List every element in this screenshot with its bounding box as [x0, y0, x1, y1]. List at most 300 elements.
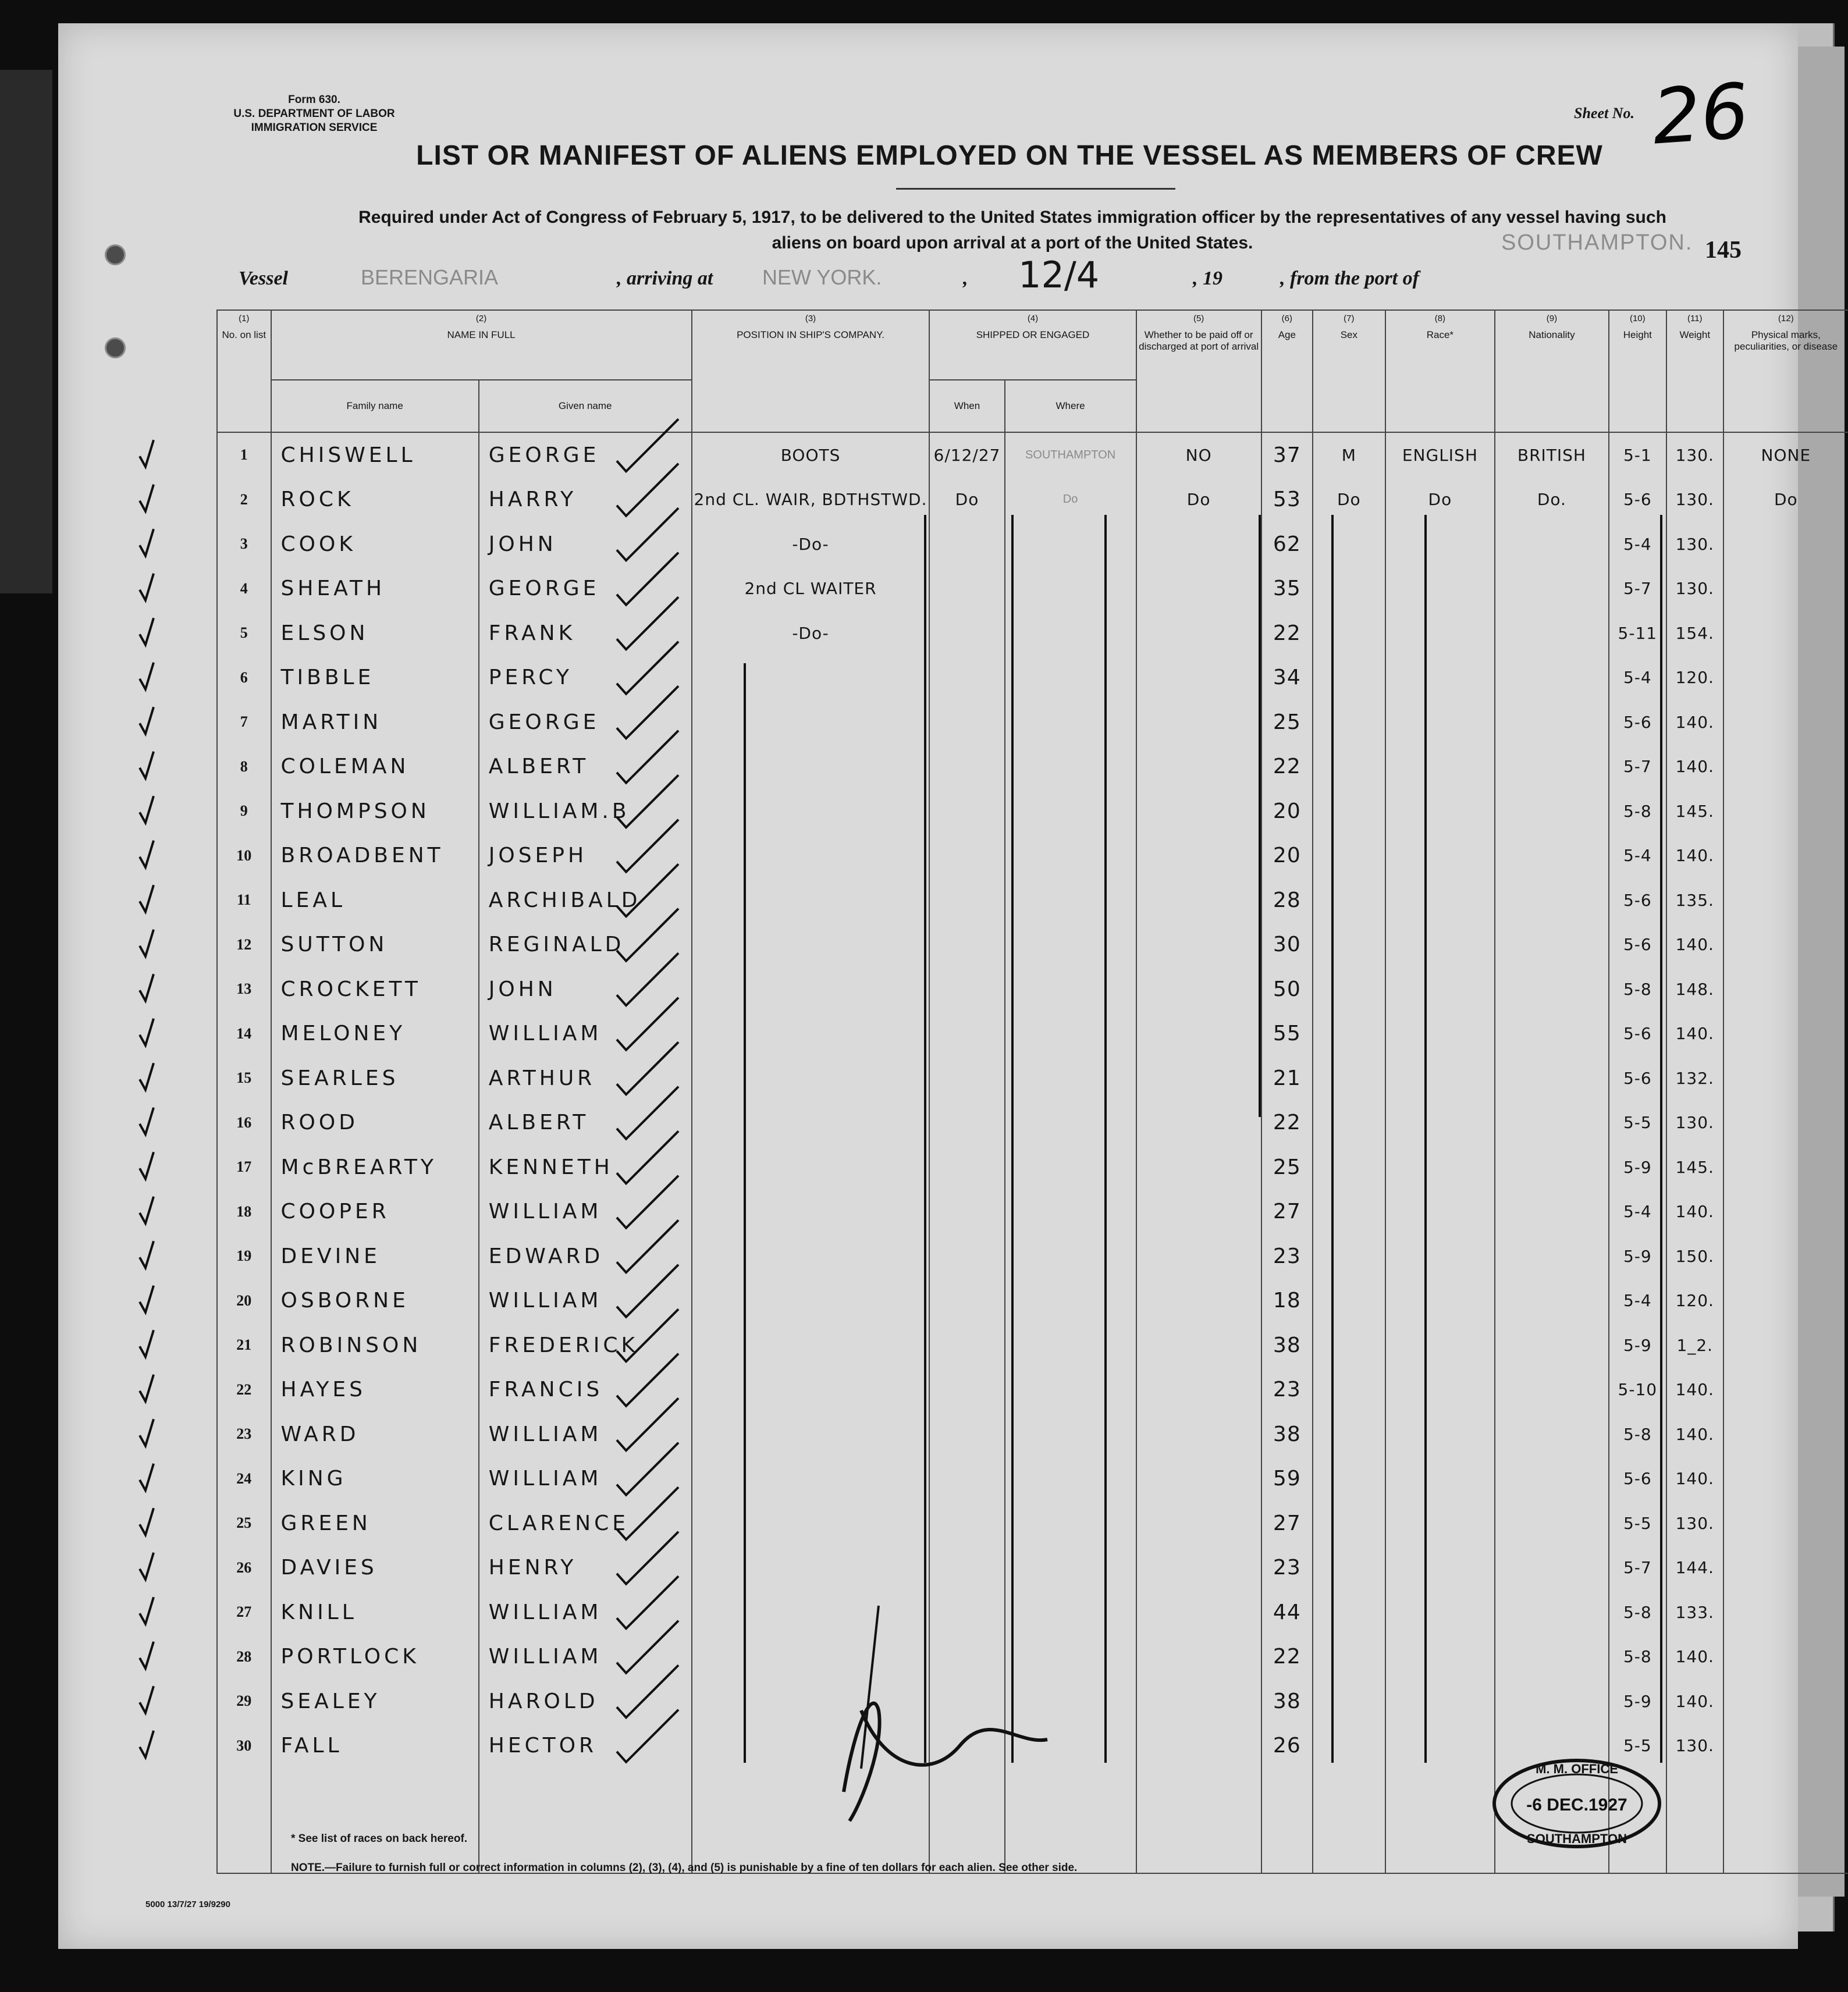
weight-cell: 130.: [1666, 1501, 1723, 1546]
table-row: [217, 1323, 1848, 1368]
weight-cell: 140.: [1666, 745, 1723, 789]
from-port-label: , from the port of: [1280, 268, 1419, 289]
paid-off-cell: [1136, 1679, 1261, 1724]
age-cell: 26: [1261, 1724, 1313, 1769]
check-mark: [140, 574, 154, 600]
nationality-cell: [1495, 1234, 1609, 1279]
given-name-cell: FREDERICK: [479, 1323, 692, 1368]
given-name-cell: ARCHIBALD: [479, 878, 692, 923]
physical-marks-cell: [1723, 1501, 1848, 1546]
paid-off-cell: [1136, 1501, 1261, 1546]
race-cell: [1385, 1724, 1495, 1769]
height-cell: 5-6: [1609, 1012, 1666, 1057]
check-mark: [140, 618, 154, 645]
table-row: [217, 611, 1848, 656]
position-cell: [692, 700, 930, 745]
weight-cell: 130.: [1666, 522, 1723, 567]
given-name-cell: EDWARD: [479, 1234, 692, 1279]
table-row: [217, 700, 1848, 745]
position-cell: [692, 789, 930, 834]
race-cell: [1385, 1546, 1495, 1591]
sex-cell: [1313, 1234, 1385, 1279]
race-cell: [1385, 1323, 1495, 1368]
sex-cell: [1313, 1101, 1385, 1146]
nationality-cell: [1495, 700, 1609, 745]
paid-off-cell: NO: [1136, 432, 1261, 478]
where-cell: [1005, 1101, 1136, 1146]
paid-off-cell: [1136, 789, 1261, 834]
sex-cell: [1313, 745, 1385, 789]
weight-cell: 140.: [1666, 700, 1723, 745]
age-cell: 62: [1261, 522, 1313, 567]
row-number: 8: [217, 745, 271, 789]
age-cell: 22: [1261, 611, 1313, 656]
height-cell: 5-6: [1609, 478, 1666, 522]
physical-marks-cell: [1723, 1101, 1848, 1146]
service-name: IMMIGRATION SERVICE: [251, 122, 378, 134]
weight-cell: 154.: [1666, 611, 1723, 656]
race-cell: [1385, 1679, 1495, 1724]
row-number: 3: [217, 522, 271, 567]
header-no-on-list: (1) No. on list: [217, 310, 271, 432]
nationality-cell: [1495, 967, 1609, 1012]
height-cell: 5-4: [1609, 522, 1666, 567]
where-cell: [1005, 1190, 1136, 1235]
family-name-cell: FALL: [271, 1724, 479, 1769]
nationality-cell: [1495, 878, 1609, 923]
height-cell: 5-7: [1609, 567, 1666, 611]
sheet-number: 26: [1649, 66, 1752, 162]
family-name-cell: KING: [271, 1457, 479, 1502]
physical-marks-cell: [1723, 1279, 1848, 1324]
nationality-cell: [1495, 1012, 1609, 1057]
vessel-label: Vessel: [239, 268, 288, 289]
family-name-cell: COOPER: [271, 1190, 479, 1235]
weight-cell: 130.: [1666, 1101, 1723, 1146]
race-cell: Do: [1385, 478, 1495, 522]
family-name-cell: LEAL: [271, 878, 479, 923]
where-cell: [1005, 522, 1136, 567]
print-code: 5000 13/7/27 19/9290: [145, 1899, 230, 1909]
age-cell: 34: [1261, 656, 1313, 700]
age-cell: 38: [1261, 1323, 1313, 1368]
department-name: U.S. DEPARTMENT OF LABOR: [233, 108, 395, 120]
form-identifier: [192, 93, 436, 135]
physical-marks-cell: [1723, 1012, 1848, 1057]
race-cell: [1385, 567, 1495, 611]
sex-cell: [1313, 567, 1385, 611]
check-mark: [140, 1419, 154, 1446]
given-name-cell: GEORGE: [479, 432, 692, 478]
position-cell: [692, 1056, 930, 1101]
race-cell: [1385, 745, 1495, 789]
row-number: 5: [217, 611, 271, 656]
check-mark: [140, 1286, 154, 1312]
nationality-cell: [1495, 1546, 1609, 1591]
empty-cell: [479, 1768, 692, 1873]
table-row: [217, 1145, 1848, 1190]
header-family-name: Family name: [271, 380, 479, 432]
when-cell: [929, 745, 1004, 789]
given-name-cell: JOHN: [479, 967, 692, 1012]
where-cell: [1005, 656, 1136, 700]
nationality-cell: [1495, 1412, 1609, 1457]
race-cell: [1385, 1501, 1495, 1546]
age-cell: 44: [1261, 1590, 1313, 1635]
paid-off-cell: [1136, 1056, 1261, 1101]
row-number: 12: [217, 923, 271, 967]
position-cell: [692, 878, 930, 923]
header-paid-off: (5) Whether to be paid off or discharged at port of arrival: [1136, 310, 1261, 432]
office-stamp: [1490, 1757, 1664, 1850]
check-mark: [140, 1731, 154, 1758]
table-row: [217, 478, 1848, 522]
sex-cell: [1313, 1635, 1385, 1680]
table-row: [217, 834, 1848, 878]
title-rule: [896, 188, 1175, 190]
arrival-date: 12/4: [1018, 254, 1100, 296]
position-cell: BOOTS: [692, 432, 930, 478]
age-cell: 23: [1261, 1234, 1313, 1279]
position-cell: [692, 1190, 930, 1235]
check-mark: [140, 752, 154, 778]
table-row: [217, 1012, 1848, 1057]
given-name-cell: ALBERT: [479, 745, 692, 789]
stamp-office-text: M. M. OFFICE: [1536, 1762, 1618, 1776]
weight-cell: 140.: [1666, 1679, 1723, 1724]
physical-marks-cell: [1723, 789, 1848, 834]
physical-marks-cell: [1723, 1590, 1848, 1635]
weight-cell: 130.: [1666, 478, 1723, 522]
year-label: , 19: [1193, 268, 1222, 289]
height-cell: 5-10: [1609, 1368, 1666, 1413]
given-name-cell: HARRY: [479, 478, 692, 522]
nationality-cell: [1495, 1056, 1609, 1101]
position-cell: [692, 1101, 930, 1146]
height-cell: 5-1: [1609, 432, 1666, 478]
given-name-cell: GEORGE: [479, 567, 692, 611]
family-name-cell: SEARLES: [271, 1056, 479, 1101]
empty-cell: [1261, 1768, 1313, 1873]
physical-marks-cell: [1723, 878, 1848, 923]
sex-cell: [1313, 522, 1385, 567]
nationality-cell: BRITISH: [1495, 432, 1609, 478]
where-cell: SOUTHAMPTON: [1005, 432, 1136, 478]
weight-cell: 130.: [1666, 567, 1723, 611]
row-number: 19: [217, 1234, 271, 1279]
row-number: 28: [217, 1635, 271, 1680]
form-title: LIST OR MANIFEST OF ALIENS EMPLOYED ON THE VESSEL AS MEMBERS OF CREW: [416, 140, 1603, 171]
where-cell: [1005, 1056, 1136, 1101]
check-mark: [140, 1241, 154, 1268]
family-name-cell: GREEN: [271, 1501, 479, 1546]
age-cell: 53: [1261, 478, 1313, 522]
height-cell: 5-5: [1609, 1101, 1666, 1146]
when-cell: [929, 923, 1004, 967]
physical-marks-cell: [1723, 656, 1848, 700]
subtitle-line: aliens on board upon arrival at a port of the United States.: [772, 233, 1253, 252]
where-cell: [1005, 1546, 1136, 1591]
position-cell: [692, 1279, 930, 1324]
where-cell: [1005, 1457, 1136, 1502]
age-cell: 27: [1261, 1501, 1313, 1546]
when-cell: [929, 1101, 1004, 1146]
where-cell: [1005, 1590, 1136, 1635]
height-cell: 5-8: [1609, 1590, 1666, 1635]
race-cell: [1385, 1590, 1495, 1635]
family-name-cell: WARD: [271, 1412, 479, 1457]
family-name-cell: HAYES: [271, 1368, 479, 1413]
race-cell: [1385, 1412, 1495, 1457]
table-row: [217, 567, 1848, 611]
check-mark: [140, 1642, 154, 1669]
given-name-cell: HAROLD: [479, 1679, 692, 1724]
nationality-cell: [1495, 1457, 1609, 1502]
header-where: Where: [1005, 380, 1136, 432]
row-number: 17: [217, 1145, 271, 1190]
paid-off-cell: [1136, 967, 1261, 1012]
row-number: 9: [217, 789, 271, 834]
weight-cell: 130.: [1666, 432, 1723, 478]
table-row: [217, 1590, 1848, 1635]
sex-cell: [1313, 1457, 1385, 1502]
sex-cell: [1313, 923, 1385, 967]
position-cell: [692, 1012, 930, 1057]
check-mark: [140, 1019, 154, 1045]
when-cell: 6/12/27: [929, 432, 1004, 478]
sex-cell: [1313, 878, 1385, 923]
age-cell: 22: [1261, 1635, 1313, 1680]
empty-cell: [1385, 1768, 1495, 1873]
empty-cell: [1005, 1768, 1136, 1873]
height-cell: 5-7: [1609, 1546, 1666, 1591]
sex-cell: [1313, 1546, 1385, 1591]
row-number: 4: [217, 567, 271, 611]
where-cell: [1005, 789, 1136, 834]
separator: ,: [963, 268, 968, 289]
header-physical-marks: (12) Physical marks, peculiarities, or disease: [1723, 310, 1848, 432]
age-cell: 20: [1261, 834, 1313, 878]
sex-cell: [1313, 1056, 1385, 1101]
sex-cell: [1313, 1501, 1385, 1546]
age-cell: 22: [1261, 745, 1313, 789]
height-cell: 5-4: [1609, 1279, 1666, 1324]
check-mark: [140, 1597, 154, 1624]
where-cell: [1005, 1323, 1136, 1368]
age-cell: 18: [1261, 1279, 1313, 1324]
physical-marks-cell: [1723, 522, 1848, 567]
row-number: 11: [217, 878, 271, 923]
position-cell: [692, 923, 930, 967]
paid-off-cell: [1136, 1101, 1261, 1146]
nationality-cell: [1495, 1635, 1609, 1680]
where-cell: [1005, 1368, 1136, 1413]
paid-off-cell: [1136, 1368, 1261, 1413]
race-cell: [1385, 700, 1495, 745]
row-number: 30: [217, 1724, 271, 1769]
where-cell: [1005, 1234, 1136, 1279]
when-cell: [929, 1546, 1004, 1591]
where-cell: [1005, 1145, 1136, 1190]
given-name-cell: WILLIAM: [479, 1412, 692, 1457]
age-cell: 55: [1261, 1012, 1313, 1057]
form-number: Form 630.: [288, 94, 340, 106]
vessel-line: [239, 254, 1810, 298]
when-cell: [929, 1368, 1004, 1413]
race-cell: [1385, 878, 1495, 923]
position-cell: [692, 1323, 930, 1368]
table-row: [217, 1234, 1848, 1279]
check-mark: [140, 1108, 154, 1134]
page-number: 145: [1705, 237, 1742, 264]
sex-cell: [1313, 834, 1385, 878]
check-mark: [140, 529, 154, 556]
weight-cell: 120.: [1666, 1279, 1723, 1324]
sex-cell: [1313, 1590, 1385, 1635]
check-mark: [140, 440, 154, 467]
height-cell: 5-9: [1609, 1145, 1666, 1190]
race-cell: [1385, 1279, 1495, 1324]
physical-marks-cell: [1723, 1724, 1848, 1769]
empty-cell: [929, 1768, 1004, 1873]
physical-marks-cell: [1723, 567, 1848, 611]
sex-cell: [1313, 1190, 1385, 1235]
check-mark: [140, 1330, 154, 1357]
sex-cell: [1313, 1412, 1385, 1457]
position-cell: 2nd CL. WAIR, BDTHSTWD.: [692, 478, 930, 522]
position-cell: [692, 1412, 930, 1457]
position-cell: [692, 1457, 930, 1502]
physical-marks-cell: [1723, 700, 1848, 745]
nationality-cell: [1495, 522, 1609, 567]
race-cell: [1385, 834, 1495, 878]
where-cell: [1005, 1412, 1136, 1457]
empty-cell: [1723, 1768, 1848, 1873]
height-cell: 5-4: [1609, 834, 1666, 878]
sex-cell: [1313, 1012, 1385, 1057]
header-spacer: [929, 357, 1136, 380]
row-number: 25: [217, 1501, 271, 1546]
paid-off-cell: [1136, 611, 1261, 656]
nationality-cell: [1495, 1145, 1609, 1190]
race-cell: [1385, 923, 1495, 967]
position-cell: 2nd CL WAITER: [692, 567, 930, 611]
paid-off-cell: [1136, 1012, 1261, 1057]
weight-cell: 1_2.: [1666, 1323, 1723, 1368]
physical-marks-cell: [1723, 1056, 1848, 1101]
table-row: [217, 1412, 1848, 1457]
stamp-date: -6 DEC.1927: [1526, 1795, 1627, 1815]
height-cell: 5-9: [1609, 1679, 1666, 1724]
empty-cell: [1136, 1768, 1261, 1873]
paid-off-cell: [1136, 1279, 1261, 1324]
family-name-cell: McBREARTY: [271, 1145, 479, 1190]
age-cell: 59: [1261, 1457, 1313, 1502]
physical-marks-cell: [1723, 1457, 1848, 1502]
header-weight: (11) Weight: [1666, 310, 1723, 432]
family-name-cell: TIBBLE: [271, 656, 479, 700]
sex-cell: [1313, 789, 1385, 834]
height-cell: 5-8: [1609, 1635, 1666, 1680]
table-row: [217, 432, 1848, 478]
weight-cell: 140.: [1666, 1190, 1723, 1235]
where-cell: [1005, 1679, 1136, 1724]
nationality-cell: [1495, 1101, 1609, 1146]
nationality-cell: [1495, 1190, 1609, 1235]
races-footnote: * See list of races on back hereof.: [291, 1833, 468, 1845]
height-cell: 5-9: [1609, 1323, 1666, 1368]
where-cell: [1005, 834, 1136, 878]
height-cell: 5-6: [1609, 923, 1666, 967]
position-cell: [692, 1724, 930, 1769]
family-name-cell: MARTIN: [271, 700, 479, 745]
row-number: 26: [217, 1546, 271, 1591]
weight-cell: 140.: [1666, 1412, 1723, 1457]
family-name-cell: CROCKETT: [271, 967, 479, 1012]
check-mark: [140, 707, 154, 734]
physical-marks-cell: [1723, 1190, 1848, 1235]
paid-off-cell: [1136, 1234, 1261, 1279]
check-mark: [140, 1686, 154, 1713]
table-row: [217, 923, 1848, 967]
punch-hole: [105, 337, 126, 358]
check-mark: [140, 796, 154, 823]
when-cell: [929, 1234, 1004, 1279]
given-name-cell: JOHN: [479, 522, 692, 567]
family-name-cell: COOK: [271, 522, 479, 567]
family-name-cell: MELONEY: [271, 1012, 479, 1057]
stamp-port-text: SOUTHAMPTON: [1527, 1831, 1627, 1846]
paid-off-cell: [1136, 656, 1261, 700]
height-cell: 5-11: [1609, 611, 1666, 656]
family-name-cell: ROBINSON: [271, 1323, 479, 1368]
table-row: [217, 522, 1848, 567]
when-cell: [929, 1190, 1004, 1235]
family-name-cell: SEALEY: [271, 1679, 479, 1724]
family-name-cell: ROOD: [271, 1101, 479, 1146]
where-cell: [1005, 1724, 1136, 1769]
race-cell: [1385, 522, 1495, 567]
row-number: 1: [217, 432, 271, 478]
sex-cell: [1313, 1724, 1385, 1769]
race-cell: [1385, 1056, 1495, 1101]
weight-cell: 145.: [1666, 789, 1723, 834]
height-cell: 5-6: [1609, 1457, 1666, 1502]
paid-off-cell: [1136, 834, 1261, 878]
nationality-cell: [1495, 745, 1609, 789]
race-cell: [1385, 1190, 1495, 1235]
row-number: 2: [217, 478, 271, 522]
when-cell: [929, 1323, 1004, 1368]
row-number: 15: [217, 1056, 271, 1101]
when-cell: [929, 1279, 1004, 1324]
weight-cell: 150.: [1666, 1234, 1723, 1279]
when-cell: [929, 522, 1004, 567]
nationality-cell: [1495, 923, 1609, 967]
family-name-cell: CHISWELL: [271, 432, 479, 478]
age-cell: 38: [1261, 1679, 1313, 1724]
race-cell: [1385, 1012, 1495, 1057]
weight-cell: 140.: [1666, 1457, 1723, 1502]
table-row: [217, 1279, 1848, 1324]
header-given-name: Given name: [479, 380, 692, 432]
crew-table-wrap: [216, 310, 1848, 1851]
weight-cell: 140.: [1666, 1635, 1723, 1680]
header-position: (3) POSITION IN SHIP'S COMPANY.: [692, 310, 930, 432]
age-cell: 20: [1261, 789, 1313, 834]
nationality-cell: [1495, 656, 1609, 700]
sex-cell: [1313, 1145, 1385, 1190]
